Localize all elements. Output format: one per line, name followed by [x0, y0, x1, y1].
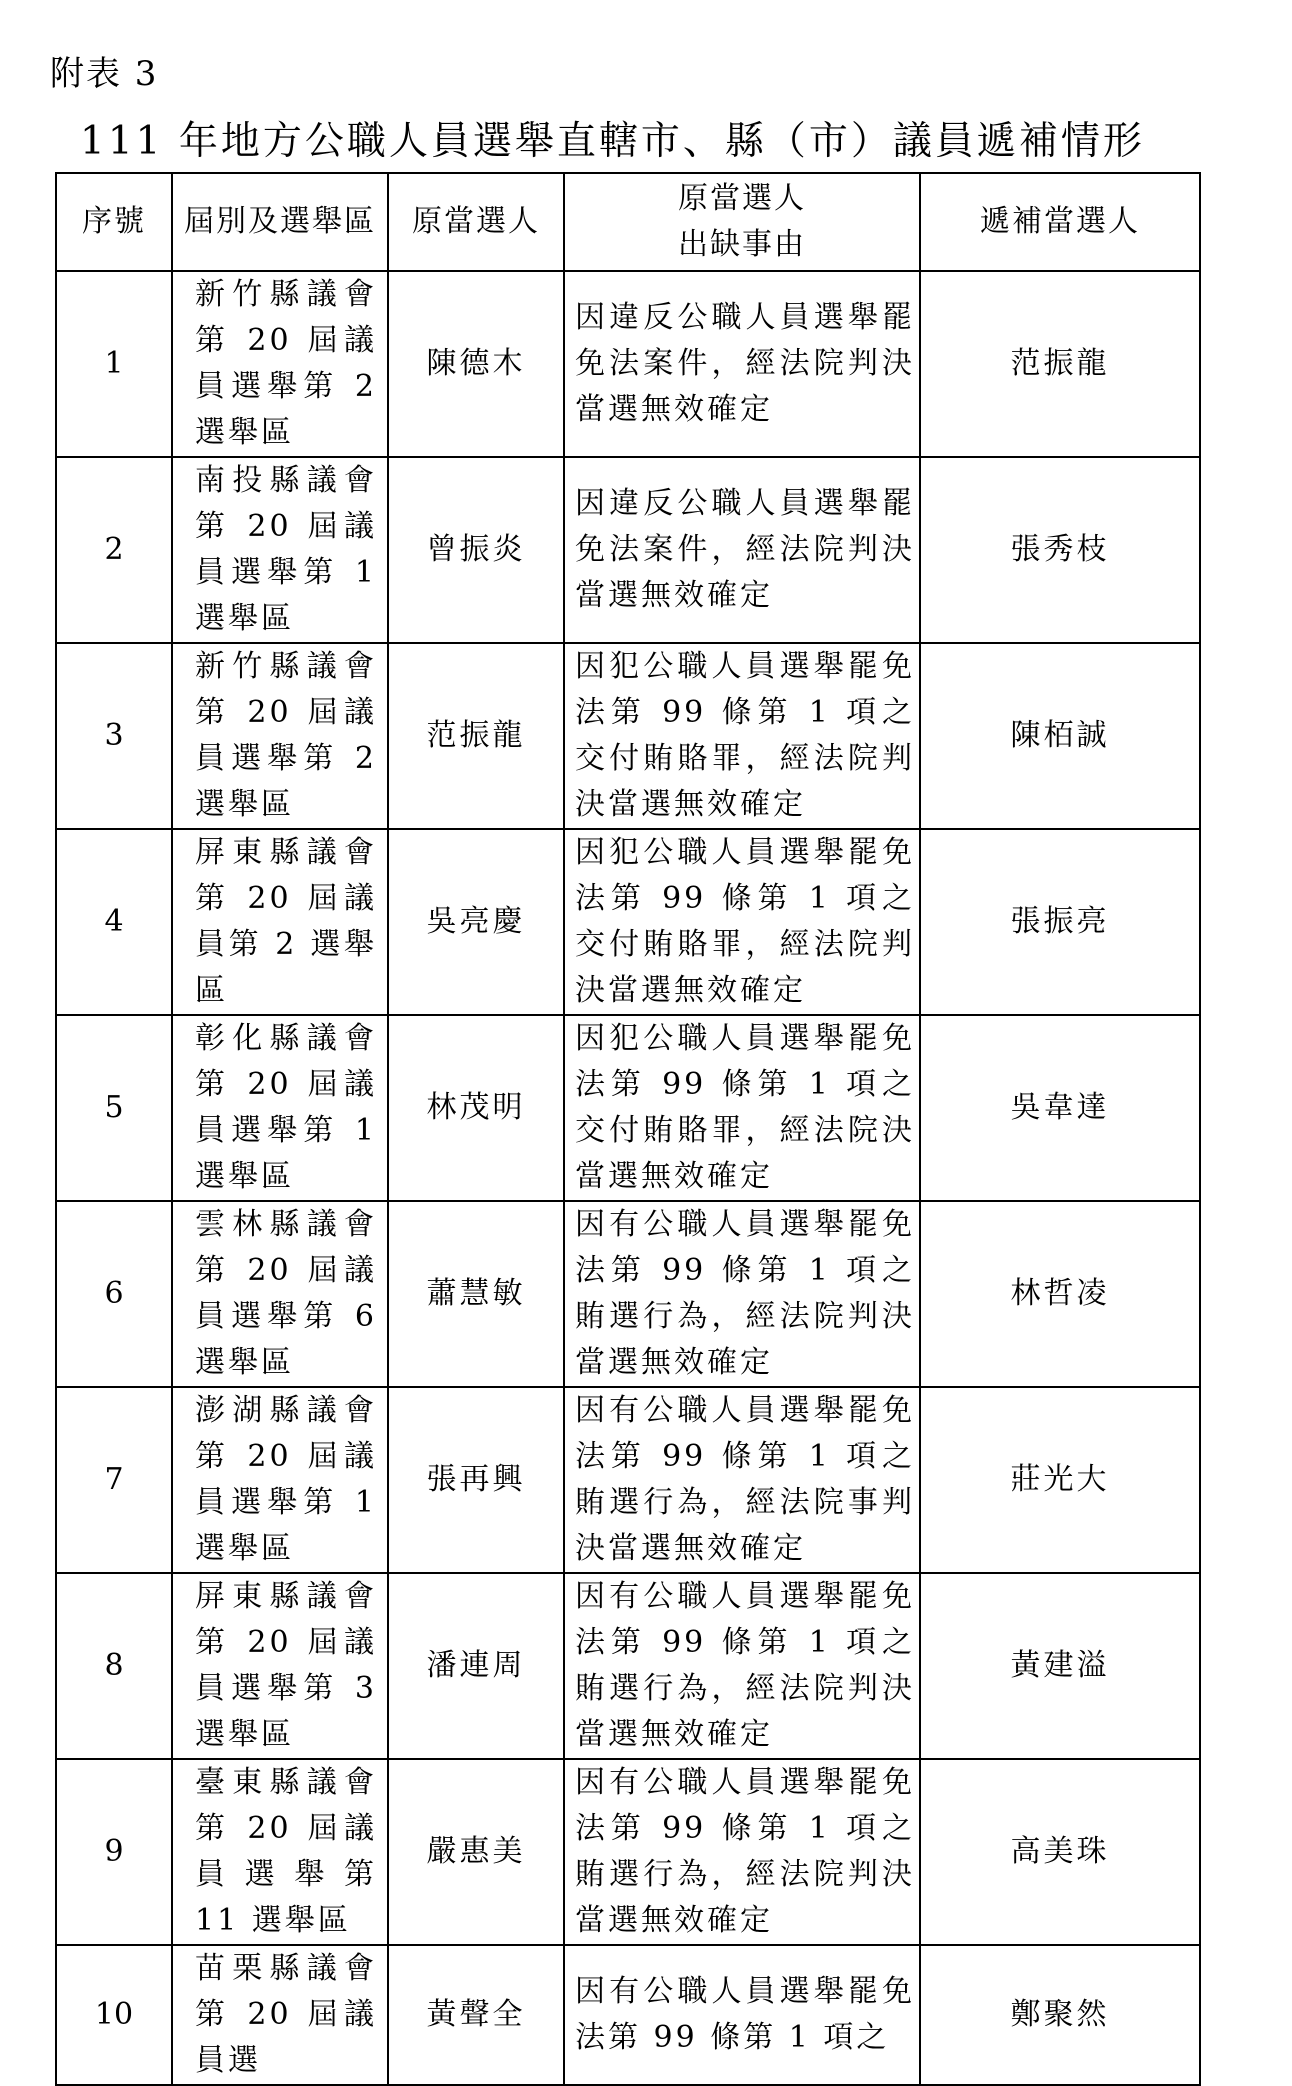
row-original: 潘連周: [388, 1573, 564, 1759]
row-reason: 因犯公職人員選舉罷免法第 99 條第 1 項之交付賄賂罪，經法院判決當選無效確定: [564, 643, 920, 829]
row-reason: 因犯公職人員選舉罷免法第 99 條第 1 項之交付賄賂罪，經法院決當選無效確定: [564, 1015, 920, 1201]
row-replacement: 范振龍: [920, 271, 1200, 457]
row-original: 林茂明: [388, 1015, 564, 1201]
table-row: [56, 1945, 1200, 2085]
row-replacement: 陳栢誠: [920, 643, 1200, 829]
row-district: 彰化縣議會第 20 屆議員選舉第 1 選舉區: [172, 1015, 388, 1201]
row-reason: 因有公職人員選舉罷免法第 99 條第 1 項之: [564, 1945, 920, 2085]
appendix-label: 附表 3: [50, 54, 159, 94]
row-replacement: 張振亮: [920, 829, 1200, 1015]
header-original: 原當選人: [388, 173, 564, 271]
replacement-table: [55, 172, 1201, 2086]
row-reason: 因有公職人員選舉罷免法第 99 條第 1 項之賄選行為，經法院判決當選無效確定: [564, 1573, 920, 1759]
row-district: 澎湖縣議會第 20 屆議員選舉第 1 選舉區: [172, 1387, 388, 1573]
row-replacement: 莊光大: [920, 1387, 1200, 1573]
table-row: [56, 457, 1200, 643]
row-no: 4: [56, 829, 172, 1015]
row-no: 1: [56, 271, 172, 457]
table-row: [56, 1573, 1200, 1759]
row-original: 曾振炎: [388, 457, 564, 643]
row-no: 7: [56, 1387, 172, 1573]
table-row: [56, 1387, 1200, 1573]
row-no: 8: [56, 1573, 172, 1759]
row-original: 陳德木: [388, 271, 564, 457]
row-original: 黃聲全: [388, 1945, 564, 2085]
row-no: 3: [56, 643, 172, 829]
row-replacement: 張秀枝: [920, 457, 1200, 643]
row-no: 2: [56, 457, 172, 643]
table-row: [56, 1015, 1200, 1201]
row-replacement: 鄭聚然: [920, 1945, 1200, 2085]
row-original: 嚴惠美: [388, 1759, 564, 1945]
document-title: 111 年地方公職人員選舉直轄市、縣（市）議員遞補情形: [80, 119, 1145, 164]
header-reason: [564, 173, 920, 271]
row-district: 屏東縣議會第 20 屆議員選舉第 3 選舉區: [172, 1573, 388, 1759]
table-row: [56, 271, 1200, 457]
row-original: 蕭慧敏: [388, 1201, 564, 1387]
table-row: [56, 829, 1200, 1015]
row-district: 雲林縣議會第 20 屆議員選舉第 6 選舉區: [172, 1201, 388, 1387]
row-no: 10: [56, 1945, 172, 2085]
row-original: 吳亮慶: [388, 829, 564, 1015]
row-district: 苗栗縣議會第 20 屆議員選: [172, 1945, 388, 2085]
row-district: 新竹縣議會第 20 屆議員選舉第 2 選舉區: [172, 643, 388, 829]
row-no: 5: [56, 1015, 172, 1201]
header-district: 屆別及選舉區: [172, 173, 388, 271]
row-reason: 因有公職人員選舉罷免法第 99 條第 1 項之賄選行為，經法院事判決當選無效確定: [564, 1387, 920, 1573]
row-reason: 因犯公職人員選舉罷免法第 99 條第 1 項之交付賄賂罪，經法院判決當選無效確定: [564, 829, 920, 1015]
row-no: 6: [56, 1201, 172, 1387]
row-reason: 因違反公職人員選舉罷免法案件，經法院判決當選無效確定: [564, 457, 920, 643]
table-row: [56, 1759, 1200, 1945]
row-replacement: 高美珠: [920, 1759, 1200, 1945]
header-replacement: 遞補當選人: [920, 173, 1200, 271]
row-reason: 因有公職人員選舉罷免法第 99 條第 1 項之賄選行為，經法院判決當選無效確定: [564, 1759, 920, 1945]
row-district: 南投縣議會第 20 屆議員選舉第 1 選舉區: [172, 457, 388, 643]
row-replacement: 黃建溢: [920, 1573, 1200, 1759]
row-no: 9: [56, 1759, 172, 1945]
table-row: [56, 643, 1200, 829]
header-reason-line1: 原當選人: [678, 181, 806, 216]
row-original: 張再興: [388, 1387, 564, 1573]
row-replacement: 林哲凌: [920, 1201, 1200, 1387]
header-no: 序號: [56, 173, 172, 271]
row-replacement: 吳韋達: [920, 1015, 1200, 1201]
table-header-row: [56, 173, 1200, 271]
row-original: 范振龍: [388, 643, 564, 829]
header-reason-line2: 出缺事由: [678, 227, 806, 262]
row-district: 屏東縣議會第 20 屆議員第 2 選舉區: [172, 829, 388, 1015]
table-row: [56, 1201, 1200, 1387]
row-district: 新竹縣議會第 20 屆議員選舉第 2 選舉區: [172, 271, 388, 457]
row-reason: 因有公職人員選舉罷免法第 99 條第 1 項之賄選行為，經法院判決當選無效確定: [564, 1201, 920, 1387]
row-district: 臺東縣議會第 20 屆議員選舉第 11 選舉區: [172, 1759, 388, 1945]
row-reason: 因違反公職人員選舉罷免法案件，經法院判決當選無效確定: [564, 271, 920, 457]
